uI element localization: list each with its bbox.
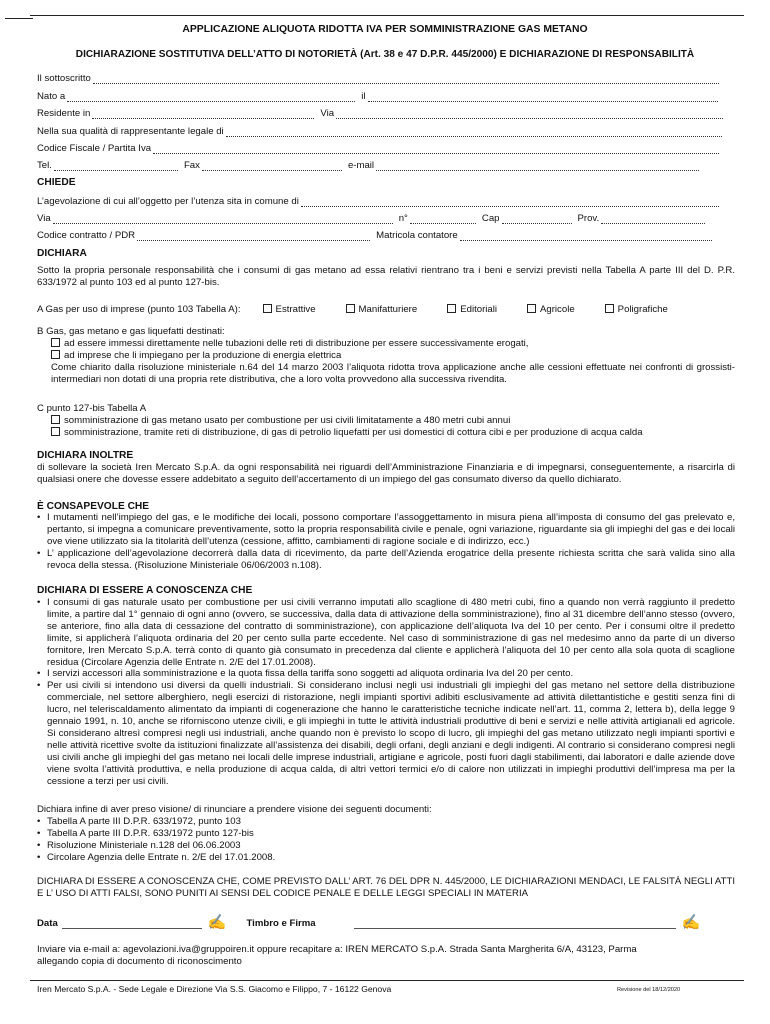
row-codice-fiscale: [37, 143, 725, 154]
pen-signature-icon: ✍: [681, 914, 701, 931]
label-data: Data: [37, 918, 58, 929]
label-codice-fiscale: Codice Fiscale / Partita Iva: [37, 143, 152, 154]
row-sottoscritto: [37, 73, 725, 84]
input-codice-fiscale[interactable]: [153, 144, 719, 154]
checkbox-icon[interactable]: [51, 427, 60, 436]
revision-date: Revisione del 18/12/2020: [617, 987, 681, 993]
usi-civili-block: [37, 403, 735, 439]
label-uso-imprese: A Gas per uso di imprese (punto 103 Tabella A):: [37, 304, 241, 315]
section-dichiara-inoltre: DICHIARA INOLTRE: [37, 450, 134, 461]
label-via: Via: [320, 108, 335, 119]
input-via-utenza[interactable]: [53, 214, 393, 224]
label-fax: Fax: [183, 160, 200, 171]
option-label: Estrattive: [275, 304, 316, 315]
label-sottoscritto: Il sottoscritto: [37, 73, 91, 84]
input-codice-contratto[interactable]: [137, 231, 370, 241]
option-label: Editoriali: [460, 304, 497, 315]
option-estrattive[interactable]: [263, 304, 316, 315]
option-editoriali[interactable]: [447, 304, 497, 315]
checkbox-icon[interactable]: [346, 304, 355, 313]
option-label: Poligrafiche: [617, 304, 668, 315]
option-label: Agricole: [540, 304, 575, 315]
option-label: ad essere immessi direttamente nelle tubazioni delle reti di distribuzione per essere successivamente erogati,: [64, 337, 529, 349]
checkbox-icon[interactable]: [263, 304, 272, 313]
invio-block: [37, 944, 735, 968]
documenti-intro: Dichiara infine di aver preso visione/ di rinunciare a prendere visione dei seguenti documenti:: [37, 804, 432, 815]
label-residente-in: Residente in: [37, 108, 91, 119]
option-label: somministrazione di gas metano usato per combustione per usi civili limitatamente a 480 metri cubi annui: [64, 414, 511, 426]
dichiara-intro: Sotto la propria personale responsabilità che i consumi di gas metano ad essa relativi rientrano tra i beni e servizi previsti nella Tabella A parte III del D. P.R. 633/1972 al punto 103 ed al punto 127-bis.: [37, 265, 735, 288]
label-qualita: Nella sua qualità di rappresentante legale di: [37, 126, 224, 137]
signature-row: [37, 914, 701, 931]
input-prov[interactable]: [601, 214, 705, 224]
input-comune[interactable]: [301, 197, 719, 207]
option-poligrafiche[interactable]: [605, 304, 668, 315]
label-agevolazione: L’agevolazione di cui all’oggetto per l’utenza sita in comune di: [37, 196, 299, 207]
input-data[interactable]: [62, 919, 202, 929]
input-firma[interactable]: [354, 919, 676, 929]
label-prov: Prov.: [577, 213, 600, 224]
list-item: • Tabella A parte III D.P.R. 633/1972 punto 127-bis: [47, 828, 735, 840]
input-via[interactable]: [336, 109, 723, 119]
row-contratto: [37, 230, 718, 241]
option-gpl-domestici[interactable]: [37, 427, 735, 439]
checkbox-icon[interactable]: [51, 350, 60, 359]
input-nato-a[interactable]: [67, 92, 355, 102]
bottom-rule: [30, 980, 744, 981]
section-chiede: CHIEDE: [37, 177, 76, 188]
row-indirizzo-utenza: [37, 213, 711, 224]
option-energia-elettrica[interactable]: [37, 350, 735, 362]
row-contatti: [37, 160, 705, 171]
label-codice-contratto: Codice contratto / PDR: [37, 230, 136, 241]
option-manifatturiere[interactable]: [346, 304, 418, 315]
footer-address: Iren Mercato S.p.A. - Sede Legale e Direzione Via S.S. Giacomo e Filippo, 7 - 16122 Genova: [37, 984, 392, 994]
list-item: • I mutamenti nell’impiego del gas, e le modifiche dei locali, possono comportare l’assoggettamento in misura piena all’imposta di consumo del gas prelevato e, pertanto, si impegna a comunicare preventivamente, sotto la propria responsabilità civile e penale, ogni variazione, riguardante sia gli impieghi del gas e dei locali ove viene utilizzato sia la titolarità dell’utenza (cessione, affitto, cambiamenti di ragione sociale e di indirizzo, ecc.): [47, 512, 735, 548]
label-punto-127bis: C punto 127-bis Tabella A: [37, 403, 147, 414]
uso-imprese-options: [37, 304, 668, 315]
input-email[interactable]: [376, 161, 699, 171]
list-item: • Tabella A parte III D.P.R. 633/1972, punto 103: [47, 816, 735, 828]
label-via-utenza: Via: [37, 213, 51, 224]
row-nascita: [37, 91, 724, 102]
input-residente-in[interactable]: [92, 109, 314, 119]
final-statement: DICHIARA DI ESSERE A CONOSCENZA CHE, COME PREVISTO DALL’ ART. 76 DEL DPR N. 445/2000, LE DICHIARAZIONI MENDACI, LE FALSITÀ NEGLI ATTI E L’ USO DI ATTI FALSI, SONO PUNITI AI SENSI DEL CODICE PENALE E DELLE LEGGI SPECIALI IN MATERIA: [37, 876, 735, 899]
top-dash: [5, 18, 33, 19]
input-qualita[interactable]: [226, 127, 722, 137]
documenti-block: [37, 804, 735, 864]
label-numero: n°: [398, 213, 408, 224]
label-gas-destinati: B Gas, gas metano e gas liquefatti destinati:: [37, 326, 225, 337]
risoluzione-note: Come chiarito dalla risoluzione ministeriale n.64 del 14 marzo 2003 l’aliquota ridotta trova applicazione anche alle cessioni effettuate nei confronti di grossisti-intermediari non dotati di una propria rete distributiva, che a loro volta provvedono alla successiva rivendita.: [51, 361, 735, 385]
option-agricole[interactable]: [527, 304, 575, 315]
label-email: e-mail: [347, 160, 375, 171]
checkbox-icon[interactable]: [51, 415, 60, 424]
label-tel: Tel.: [37, 160, 52, 171]
list-item: • Risoluzione Ministeriale n.128 del 06.06.2003: [47, 840, 735, 852]
label-cap: Cap: [481, 213, 500, 224]
checkbox-icon[interactable]: [605, 304, 614, 313]
row-comune: [37, 196, 725, 207]
input-matricola[interactable]: [460, 231, 712, 241]
gas-destinati-block: [37, 326, 735, 386]
list-item: • Circolare Agenzia delle Entrate n. 2/E del 17.01.2008.: [47, 852, 735, 864]
top-rule: [30, 15, 744, 16]
section-consapevole: È CONSAPEVOLE CHE: [37, 501, 150, 512]
consapevole-list: [37, 512, 735, 572]
checkbox-icon[interactable]: [447, 304, 456, 313]
section-dichiara: DICHIARA: [37, 248, 87, 259]
option-label: somministrazione, tramite reti di distribuzione, di gas di petrolio liquefatti per usi domestici di cottura cibi e per produzione di acqua calda: [64, 426, 643, 438]
pen-signature-icon: ✍: [207, 914, 227, 931]
section-conoscenza: DICHIARA DI ESSERE A CONOSCENZA CHE: [37, 585, 253, 596]
option-gas-metano-civili[interactable]: [37, 415, 735, 427]
input-sottoscritto[interactable]: [93, 74, 719, 84]
list-item: • I servizi accessori alla somministrazione e la quota fissa della tariffa sono soggetti ad aliquota ordinaria Iva del 20 per cento.: [47, 668, 735, 680]
invio-line-1: Inviare via e-mail a: agevolazioni.iva@gruppoiren.it oppure recapitare a: IREN MERCATO S.p.A. Strada Santa Margherita 6/A, 43123, Parma: [37, 944, 637, 955]
row-residenza: [37, 108, 729, 119]
label-nato-a: Nato a: [37, 91, 66, 102]
checkbox-icon[interactable]: [51, 338, 60, 347]
form-title: APPLICAZIONE ALIQUOTA RIDOTTA IVA PER SOMMINISTRAZIONE GAS METANO: [182, 24, 588, 35]
invio-line-2: allegando copia di documento di riconoscimento: [37, 955, 242, 967]
input-tel[interactable]: [54, 161, 178, 171]
option-reti-distribuzione[interactable]: [37, 338, 735, 350]
label-il: il: [361, 91, 366, 102]
label-matricola: Matricola contatore: [376, 230, 458, 241]
list-item: • I consumi di gas naturale usato per combustione per usi civili verranno imputati allo scaglione di 480 metri cubi, fino a quando non verrà raggiunto il predetto limite, a partire dal 1° gennaio di ogni anno (ovvero, se successiva, dalla data di attivazione della somministrazione), fino al 31 dicembre dell’anno stesso (ovvero, se anteriore, fino alla data di cessazione del contratto di somministrazione), con applicazione dell’aliquota Iva del 10 per cento. Per i consumi oltre il predetto limite, si applicherà l’aliquota ordinaria del 20 per cento sulla parte eccedente. Nel caso di somministrazione di gas nel medesimo anno da parte di un diverso fornitore, Iren Mercato S.p.A. terrà conto di quanto già consumato in precedenza dal cliente e applicherà l’aliquota del 10 per cento alla sola quota di scaglione residua (Circolare Agenzia delle Entrate n. 2/E del 17.01.2008).: [47, 597, 735, 668]
list-item: • L’ applicazione dell’agevolazione decorrerà dalla data di ricevimento, da parte dell’Azienda erogatrice della presente richiesta scritta che sarà valida sino alla revoca della stessa. (Risoluzione Ministeriale 06/06/2003 n.108).: [47, 548, 735, 572]
conoscenza-list: [37, 597, 735, 788]
input-data-nascita[interactable]: [368, 92, 718, 102]
list-item: • Per usi civili si intendono usi diversi da quelli industriali. Si considerano inclusi negli usi industriali gli impieghi del gas metano nel settore della distribuzione commerciale, nel settore alberghiero, negli esercizi di ristorazione, negli impianti sportivi adibiti esclusivamente ad attività dilettantistiche e gestiti senza fini di lucro, nel teleriscaldamento alimentato da impianti di cogenerazione che hanno le caratteristiche tecniche indicate nell’art. 11, comma 2, lettera b), della legge 9 gennaio 1991, n. 10, anche se riforniscono utenze civili, e gli impieghi in tutte le attività industriali produttive di beni e servizi e nelle attività artigianali ed agricole. Si considerano altresì compresi negli usi industriali, anche quando non è previsto lo scopo di lucro, gli impieghi del gas metano utilizzato negli impianti sportivi e nelle attività ricettive svolte da istituzioni finalizzate all’assistenza dei disabili, degli orfani, degli anziani e degli indigenti. Al contrario si considerano compresi negli usi civili anche gli impieghi del gas metano nei locali delle imprese industriali, artigiane e agricole, posti fuori dagli stabilimenti, dai laboratori e dalle aziende dove viene svolta l’attività produttiva, e nella produzione di acqua calda, di altri vettori termici e/o di calore non utilizzati in impieghi produttivi dell’impresa ma per la cessione a terzi per usi civili.: [47, 680, 735, 787]
option-label: Manifatturiere: [358, 304, 418, 315]
option-label: ad imprese che li impiegano per la produzione di energia elettrica: [64, 349, 342, 361]
input-fax[interactable]: [202, 161, 342, 171]
form-subtitle: DICHIARAZIONE SOSTITUTIVA DELL’ATTO DI NOTORIETÀ (Art. 38 e 47 D.P.R. 445/2000) E DICHIARAZIONE DI RESPONSABILITÀ: [75, 49, 695, 60]
row-qualita: [37, 126, 728, 137]
checkbox-icon[interactable]: [527, 304, 536, 313]
label-timbro-firma: Timbro e Firma: [246, 918, 316, 929]
dichiara-inoltre-text: di sollevare la società Iren Mercato S.p.A. da ogni responsabilità nei riguardi dell’Amministrazione Finanziaria e di impegnarsi, conseguentemente, a risarcirla di qualsiasi onere che dovesse essere addebitato a seguito dell’accertamento di un impiego del gas consumato diverso da quello dichiarato.: [37, 462, 735, 485]
input-numero[interactable]: [410, 214, 476, 224]
input-cap[interactable]: [502, 214, 572, 224]
